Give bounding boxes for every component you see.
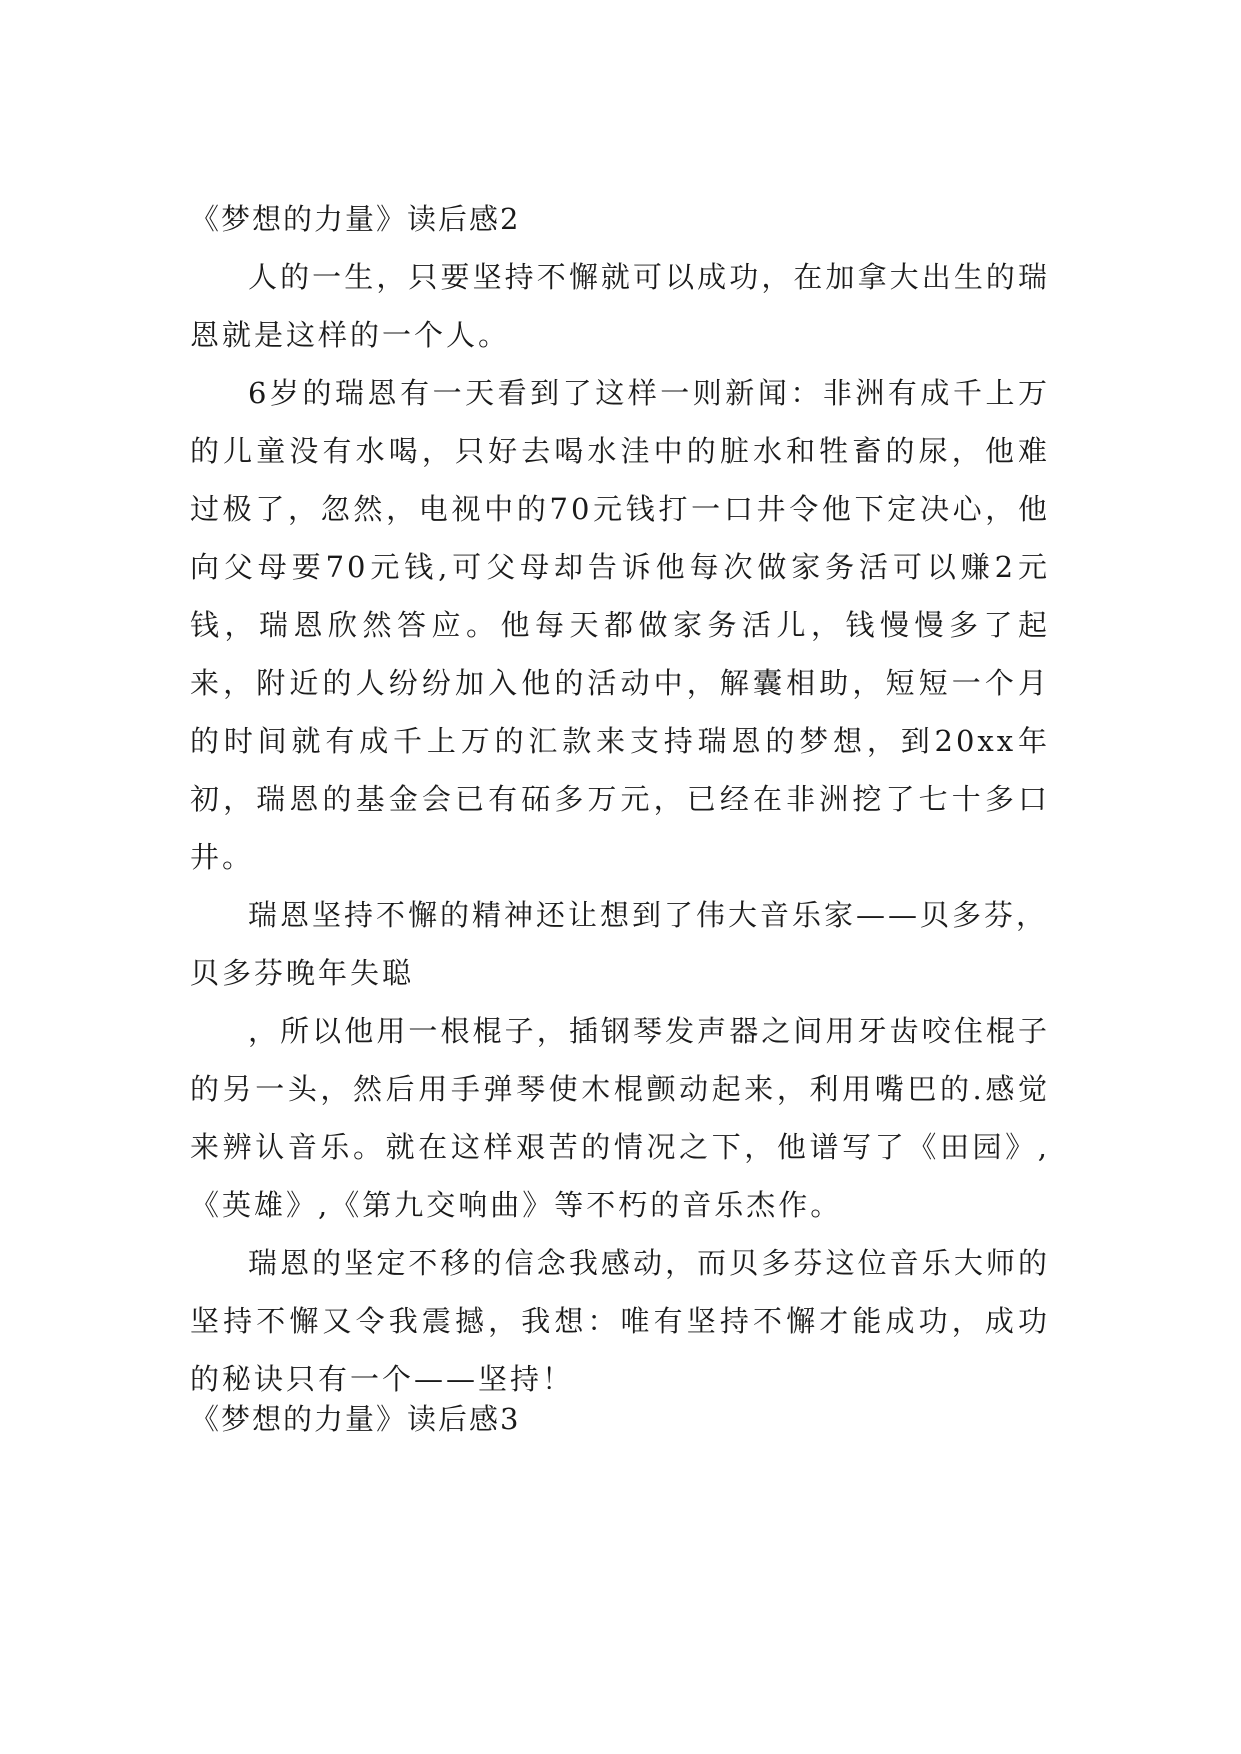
paragraph-1: 人的一生，只要坚持不懈就可以成功，在加拿大出生的瑞恩就是这样的一个人。 [190, 260, 1050, 352]
section-2-title: 《梦想的力量》读后感2 [190, 202, 521, 236]
paragraph-4: ，所以他用一根棍子，插钢琴发声器之间用牙齿咬住棍子的另一头，然后用手弹琴使木棍颤动起来，利用嘴巴的.感觉来辨认音乐。就在这样艰苦的情况之下，他谱写了《田园》,《英雄》,《第九交响曲》等不朽的音乐杰作。 [190, 1014, 1050, 1222]
section-2 [190, 190, 1050, 1408]
paragraph-5: 瑞恩的坚定不移的信念我感动，而贝多芬这位音乐大师的坚持不懈又令我震撼，我想：唯有坚持不懈才能成功，成功的秘诀只有一个——坚持！ [190, 1246, 1050, 1396]
section-3-title: 《梦想的力量》读后感3 [190, 1402, 521, 1436]
paragraph-2: 6岁的瑞恩有一天看到了这样一则新闻：非洲有成千上万的儿童没有水喝，只好去喝水洼中的脏水和牲畜的尿，他难过极了，忽然，电视中的70元钱打一口井令他下定决心，他向父母要70元钱,可父母却告诉他每次做家务活可以赚2元钱，瑞恩欣然答应。他每天都做家务活儿，钱慢慢多了起来，附近的人纷纷加入他的活动中，解囊相助，短短一个月的时间就有成千上万的汇款来支持瑞恩的梦想，到20xx年初，瑞恩的基金会已有砳多万元，已经在非洲挖了七十多口井。 [190, 376, 1050, 874]
paragraph-3: 瑞恩坚持不懈的精神还让想到了伟大音乐家——贝多芬，贝多芬晚年失聪 [190, 898, 1049, 990]
